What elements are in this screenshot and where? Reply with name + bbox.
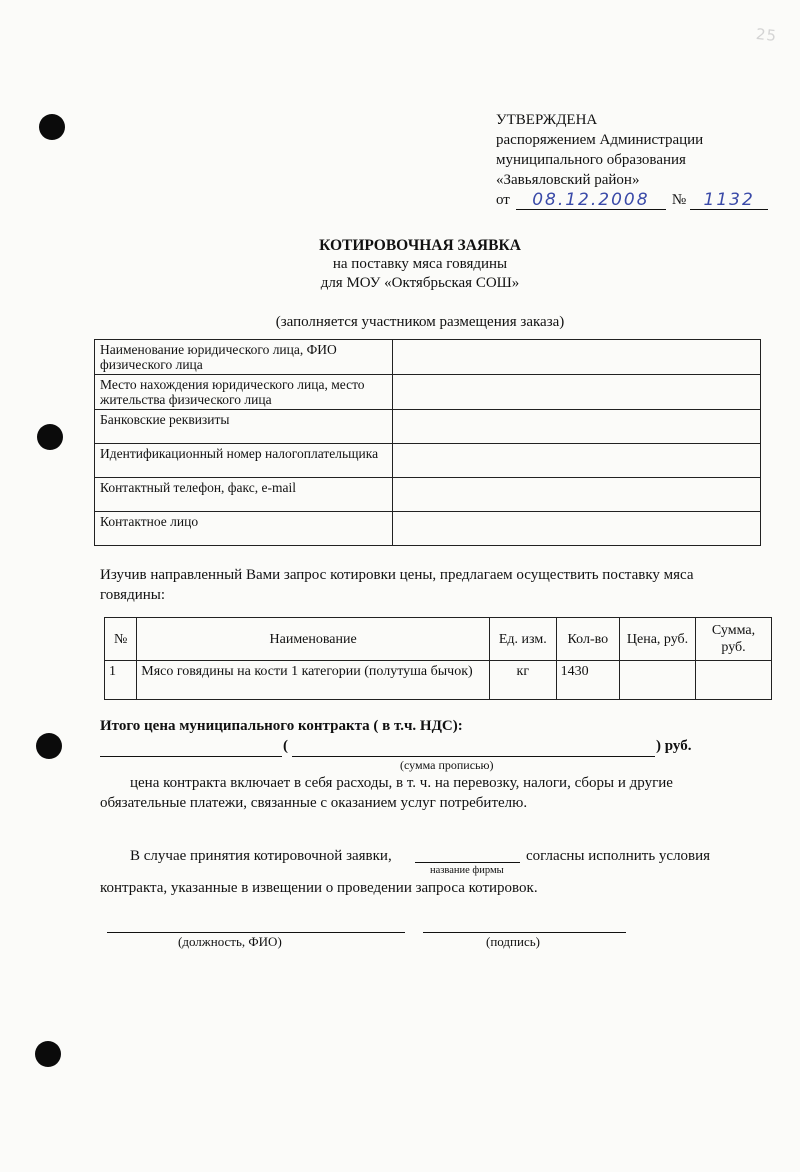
approval-number-field[interactable]: 1132 [690, 191, 768, 210]
info-label: Идентификационный номер налогоплательщика [95, 444, 393, 478]
info-label: Банковские реквизиты [95, 410, 393, 444]
binder-hole [39, 114, 65, 140]
binder-hole [36, 733, 62, 759]
document-subtitle: для МОУ «Октябрьская СОШ» [320, 275, 520, 291]
col-header-sum: Сумма, руб. [696, 618, 772, 661]
info-label: Место нахождения юридического лица, место жительства физического лица [95, 375, 393, 410]
acceptance-text: контракта, указанные в извещении о проведении запроса котировок. [100, 880, 538, 896]
info-label: Наименование юридического лица, ФИО физического лица [95, 340, 393, 375]
table-row [95, 410, 761, 444]
table-row [105, 661, 772, 700]
info-label: Контактный телефон, факс, e-mail [95, 478, 393, 512]
total-label: Итого цена муниципального контракта ( в т.ч. НДС): [100, 718, 463, 734]
cell-name: Мясо говядины на кости 1 категории (полутуша бычок) [137, 661, 490, 700]
fill-note: (заполняется участником размещения заказа) [275, 314, 565, 330]
col-header-number: № [105, 618, 137, 661]
info-value-field[interactable] [393, 375, 761, 410]
page-corner-mark: 25 [755, 24, 778, 46]
approval-date-row [496, 190, 768, 210]
goods-table [104, 617, 772, 700]
approval-line: УТВЕРЖДЕНА [496, 112, 598, 128]
number-prefix: № [671, 192, 687, 208]
firm-name-field[interactable] [415, 844, 520, 863]
cell-qty: 1430 [556, 661, 619, 700]
document-title-block [0, 236, 800, 293]
sum-row [100, 738, 720, 758]
approval-block [496, 110, 768, 210]
cell-number: 1 [105, 661, 137, 700]
table-row [95, 478, 761, 512]
table-row [95, 444, 761, 478]
col-header-price: Цена, руб. [620, 618, 696, 661]
info-label: Контактное лицо [95, 512, 393, 546]
info-value-field[interactable] [393, 410, 761, 444]
info-value-field[interactable] [393, 478, 761, 512]
approval-line: муниципального образования [496, 152, 686, 168]
participant-info-table [94, 339, 761, 546]
acceptance-text: В случае принятия котировочной заявки, [130, 848, 392, 864]
cell-unit: кг [490, 661, 557, 700]
table-row [95, 375, 761, 410]
col-header-name: Наименование [137, 618, 490, 661]
approval-date-field[interactable]: 08.12.2008 [516, 191, 666, 210]
col-header-unit: Ед. изм. [490, 618, 557, 661]
intro-paragraph: Изучив направленный Вами запрос котировки цены, предлагаем осуществить поставку мяса говядины: [100, 567, 694, 603]
approval-line: «Завьяловский район» [496, 172, 640, 188]
document-subtitle: на поставку мяса говядины [332, 256, 508, 272]
sum-open-paren: ( [283, 738, 288, 754]
position-name-field[interactable] [107, 932, 405, 933]
table-header-row [105, 618, 772, 661]
position-name-caption: (должность, ФИО) [178, 934, 282, 949]
binder-hole [35, 1041, 61, 1067]
binder-hole [37, 424, 63, 450]
sum-caption: (сумма прописью) [400, 758, 494, 772]
info-value-field[interactable] [393, 512, 761, 546]
info-value-field[interactable] [393, 444, 761, 478]
sum-in-words-field[interactable] [292, 738, 655, 757]
sum-field[interactable] [696, 661, 772, 700]
price-includes-paragraph: цена контракта включает в себя расходы, в т. ч. на перевозку, налоги, сборы и другие обязательные платежи, связанные с оказанием услуг потребителю. [100, 775, 673, 811]
document-title: КОТИРОВОЧНАЯ ЗАЯВКА [319, 237, 521, 254]
col-header-qty: Кол-во [556, 618, 619, 661]
price-field[interactable] [620, 661, 696, 700]
date-prefix: от [496, 192, 510, 208]
sum-numeric-field[interactable] [100, 738, 282, 757]
sum-currency: ) руб. [656, 738, 692, 754]
signature-field[interactable] [423, 932, 626, 933]
approval-line: распоряжением Администрации [496, 132, 704, 148]
info-value-field[interactable] [393, 340, 761, 375]
signature-caption: (подпись) [486, 934, 540, 949]
firm-name-caption: название фирмы [430, 865, 504, 876]
table-row [95, 340, 761, 375]
acceptance-text: согласны исполнить условия [526, 848, 711, 864]
table-row [95, 512, 761, 546]
